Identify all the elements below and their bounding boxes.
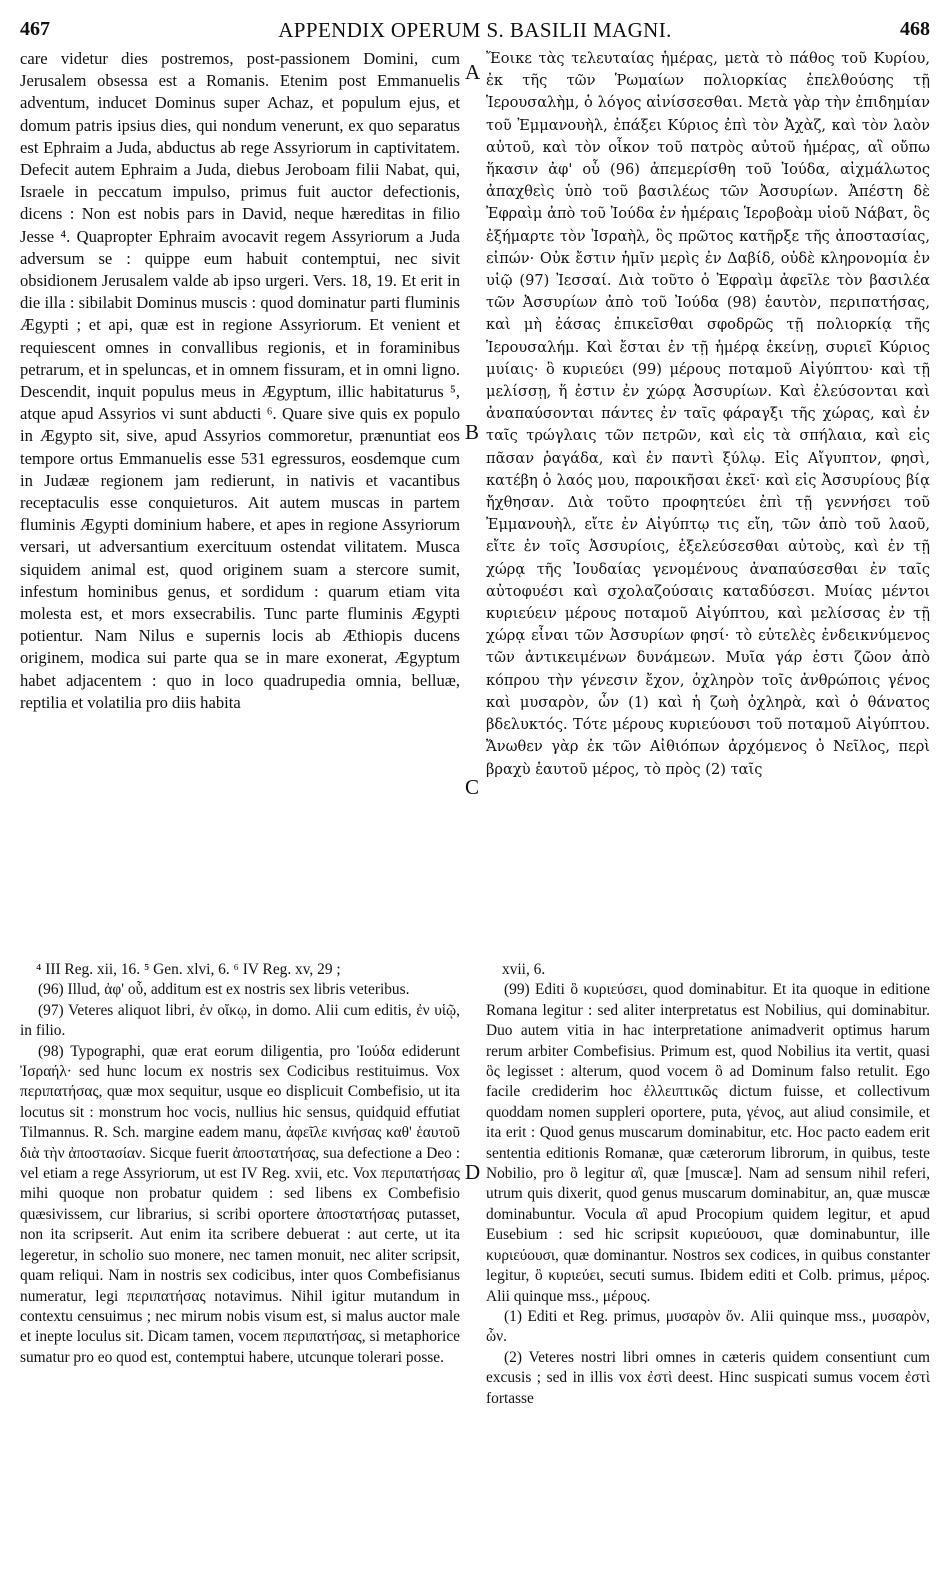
margin-marker-b: B <box>465 420 480 444</box>
greek-column <box>486 48 930 781</box>
page-header <box>20 18 930 48</box>
footnote-2: (2) Veteres nostri libri omnes in cæteris quidem consentiunt cum excusis ; sed in illis vox ἐστὶ deest. Hinc suspicati sumus vocem ἐστὶ fortasse <box>486 1348 930 1407</box>
right-footnotes <box>486 960 930 1409</box>
margin-marker-c: C <box>465 775 480 799</box>
left-footnotes <box>20 960 460 1368</box>
latin-column <box>20 48 460 714</box>
page-number-right: 468 <box>900 18 930 40</box>
footnote-97: (97) Veteres aliquot libri, ἐν οἴκῳ, in domo. Alii cum editis, ἐν υἱῷ, in filio. <box>20 1001 460 1040</box>
margin-marker-a: A <box>465 60 481 84</box>
footnote-99: (99) Editi ὃ κυριεύσει, quod dominabitur. Et ita quoque in editione Romana legitur : sed aliter interpretatus est Nobilius, qui dominabitur. Duo autem vitia in hac interpretatione animadverit optimus harum rerum arbiter Combefisius. Primum est, quod Nobilius ita vertit, quasi ὃς legisset : alterum, quod vocem ὃ ad Dominum falso retulit. Ego facile crediderim hoc ἐλλειπτικῶς dictum fuisse, et collectivum quoddam nomen suppleri oportere, puta, γένος, aut aliud consimile, et ita erit : Quod genus muscarum dominabitur, etc. Hoc pacto eadem erit sententia editionis Romanæ, quæ cæterorum librorum, in quibus, teste Nobilio, pro ὃ legitur αἳ, quæ [muscæ]. Nam ad sensum nihil referi, utrum quis dixerit, quod genus muscarum dominabitur, an, quæ muscæ dominabuntur. Vocula αἳ apud Procopium quidem legitur, et apud Eusebium : sed hic scripsit κυριεύουσι, quæ dominabuntur, ille κυριεύουσι, quæ dominantur. Nostros sex codices, in quibus constanter legitur, ὃ κυριεύει, secuti sumus. Ibidem editi et Colb. primus, μέρος. Alii quinque mss., μέρους. <box>486 981 930 1305</box>
greek-paragraph: Ἔοικε τὰς τελευταίας ἡμέρας, μετὰ τὸ πάθος τοῦ Κυρίου, ἐκ τῆς τῶν Ῥωμαίων πολιορκίας ἐπελθούσης τῇ Ἱερουσαλὴμ, ὁ λόγος αἰνίσσεσθαι. Μετὰ γὰρ τὴν ἐπιδημίαν τοῦ Ἐμμανουὴλ, ἐπάξει Κύριος ἐπὶ τὸν Ἀχὰζ, καὶ τὸν λαὸν αὐτοῦ, καὶ τὸν οἶκον τοῦ πατρὸς αὐτοῦ ἡμέρας, αἳ οὔπω ἥκασιν ἀφ' οὗ (96) ἀπεμερίσθη τοῦ Ἰούδα, αἰχμάλωτος ἀπαχθεὶς ὑπὸ τοῦ βασιλέως τῶν Ἀσσυρίων. Ἀπέστη δὲ Ἐφραὶμ ἀπὸ τοῦ Ἰούδα ἐν ἡμέραις Ἱεροβοὰμ υἱοῦ Νάβατ, ὃς ἐξήμαρτε τὸν Ἰσραὴλ, ὃς πρῶτος κατῆρξε τῆς ἀποστασίας, εἰπών· Οὐκ ἔστιν ἡμῖν μερὶς ἐν Δαβίδ, οὐδὲ κληρονομία ἐν υἱῷ (97) Ἰεσσαί. Διὰ τοῦτο ὁ Ἐφραὶμ ἀφεῖλε τὸν βασιλέα τῶν Ἀσσυρίων ἀπὸ τοῦ Ἰούδα (98) ἑαυτὸν, περιπατήσας, καὶ μὴ ἐάσας ἐπικεῖσθαι σφοδρῶς τῇ πολιορκίᾳ τῆς Ἱερουσαλήμ. Καὶ ἔσται ἐν τῇ ἡμέρᾳ ἐκείνῃ, συριεῖ Κύριος μυίαις· ὃ κυριεύει (99) μέρους ποταμοῦ Αἰγύπτου· καὶ τῇ μελίσσῃ, ἥ ἐστιν ἐν χώρᾳ Ἀσσυρίων. Καὶ ἐλεύσονται καὶ ἀναπαύσονται πάντες ἐν ταῖς φάραγξι τῆς χώρας, καὶ ἐν ταῖς τρώγλαις τῶν πετρῶν, καὶ εἰς τὰ σπήλαια, καὶ εἰς πᾶσαν ῥαγάδα, καὶ ἐν παντὶ ξύλῳ. Εἰς Αἴγυπτον, φησὶ, κατέβη ὁ λαός μου, παροικῆσαι ἐκεῖ· καὶ εἰς Ἀσσυρίους βίᾳ ἤχθησαν. Διὰ τοῦτο προφητεύει ἐπὶ τῇ γεννήσει τοῦ Ἐμμανουὴλ, εἴτε ἐν Αἰγύπτῳ τις εἴη, τῶν ἀπὸ τοῦ λαοῦ, εἴτε ἐν τοῖς Ἀσσυρίοις, ἐξελεύσεσθαι αὐτοὺς, καὶ ἐν τῇ χώρᾳ τῆς Ἰουδαίας γενομένους ἀναπαύσεσθαι ἐν ταῖς αὐτοφυέσι καὶ σχολαζούσαις καταδύσεσι. Μυίας μέντοι κυριεύειν μέρους ποταμοῦ Αἰγύπτου, καὶ μελίσσας ἐν τῇ χώρᾳ εἶναι τῶν Ἀσσυρίων φησί· τὸ εὐτελὲς ἐνδεικνύμενος τῶν ἀντικειμένων δυνάμεων. Μυῖα γάρ ἐστι ζῶον ἀπὸ κόπρου τὴν γένεσιν ἔχον, ὀχληρὸν τοῖς ἀνθρώποις γένος καὶ μυσαρὸν, ὧν (1) καὶ ἡ ζωὴ ὀχληρὰ, καὶ ὁ θάνατος βδελυκτός. Τότε μέρους κυριεύουσι τοῦ ποταμοῦ Αἰγύπτου. Ἄνωθεν γὰρ ἐκ τῶν Αἰθιόπων ἀρχόμενος ὁ Νεῖλος, περὶ βραχὺ ἑαυτοῦ μέρος, τὸ πρὸς (2) ταῖς <box>486 50 930 778</box>
margin-marker-d: D <box>465 1160 481 1184</box>
page-number-left: 467 <box>20 18 50 40</box>
footnote-96: (96) Illud, ἀφ' οὗ, additum est ex nostris sex libris veteribus. <box>38 981 410 999</box>
latin-paragraph: care videtur dies postremos, post-passionem Domini, cum Jerusalem obsessa est a Romanis. Etenim post Emmanuelis adventum, inducet Dominus super Achaz, et populum ejus, et domum patris ipsius dies, qui nondum venerunt, ex quo separatus est Ephraim a Juda, abductus ab rege Assyriorum in captivitatem. Defecit autem Ephraim a Juda, diebus Jeroboam filii Nabat, qui, Israele in peccatum impulso, primus fuit auctor defectionis, dicens : Non est nobis pars in David, neque hæreditas in filio Jesse ⁴. Quapropter Ephraim avocavit regem Assyriorum a Juda adversum se : quippe eum habuit contemptui, nec sivit obsidionem Jerusalem valde ab ipso urgeri. Vers. 18, 19. Et erit in die illa : sibilabit Dominus muscis : quod dominatur parti fluminis Ægypti ; et api, quæ est in regione Assyriorum. Et venient et requiescent omnes in convallibus regionis, et in foraminibus petrarum, et in speluncas, et in omnem fissuram, et in omni ligno. Descendit, inquit populus meus in Ægyptum, illic habitaturus ⁵, atque apud Assyrios vi sunt abducti ⁶. Quare sive quis ex populo in Ægypto sit, sive, apud Assyrios commoretur, prænuntiat eos tempore ortus Emmanuelis esse 531 egressuros, eosdemque cum in Judææ regionem jam redierunt, in nativis et vacantibus receptaculis esse conquieturos. Ait autem muscas in partem fluminis Ægypti dominium habere, et apes in regione Assyriorum versari, ut adversantium exercituum ostendat vilitatem. Musca siquidem animal est, quod originem suam a stercore sumit, infestum hominibus genus, et sordidum : quarum etiam vita molesta est, et mors exsecrabilis. Tunc parte fluminis Ægypti potientur. Nam Nilus e supernis locis ab Æthiopis ducens originem, modica sui parte qua se in mare exonerat, Ægyptum habet adjacentem : quo in loco quadrupedia omnia, belluæ, reptilia et volatilia pro diis habita <box>20 49 460 712</box>
footnote-98: (98) Typographi, quæ erat eorum diligentia, pro Ἰούδα ediderunt Ἰσραήλ· sed hunc locum ex nostris sex Codicibus restituimus. Vox περιπατήσας, quæ mox sequitur, usque eo displicuit Combefisio, ut ita locutus sit : monstrum hoc vocis, nullius hic sensus, quidquid effutiat Tilmannus. R. Sch. margine eadem manu, ἀφεῖλε κινήσας καθ' ἑαυτοῦ διὰ τὴν ἀποστασίαν. Sicque fuerit ἀποστατήσας, sua defectione a Deo : vel etiam a rege Assyriorum, ut est IV Reg. xvii, etc. Vox περιπατήσας mihi quoque non probatur quidem : sed libens ex Combefisio quæsivissem, cur librarius, si scribi oportere ἀποστατήσας putasset, non ita scripserit. Aut enim ita scribere debuerat : aut certe, ut ita legeretur, in scholio suo monere, nec tamen monuit, nec aliter scripsit, quam reliqui. Nam in nostris sex codicibus, inter quos Combefisianus numeratur, legi περιπατήσας notavimus. Nihil igitur mutandum in contextu censuimus ; nec mirum nobis visum est, si malus auctor male et inepte loculus sit. Dicam tamen, vocem περιπατήσας, si metaphorice sumatur pro eo quod est, contemptui habere, utcunque tolerari posse. <box>20 1042 460 1366</box>
footnote-1: (1) Editi et Reg. primus, μυσαρὸν ὄν. Alii quinque mss., μυσαρὸν, ὧν. <box>486 1307 930 1346</box>
scripture-reference-continued: xvii, 6. <box>502 961 546 978</box>
scripture-references: ⁴ III Reg. xii, 16. ⁵ Gen. xlvi, 6. ⁶ IV Reg. xv, 29 ; <box>36 961 341 978</box>
running-title: APPENDIX OPERUM S. BASILII MAGNI. <box>278 18 672 42</box>
